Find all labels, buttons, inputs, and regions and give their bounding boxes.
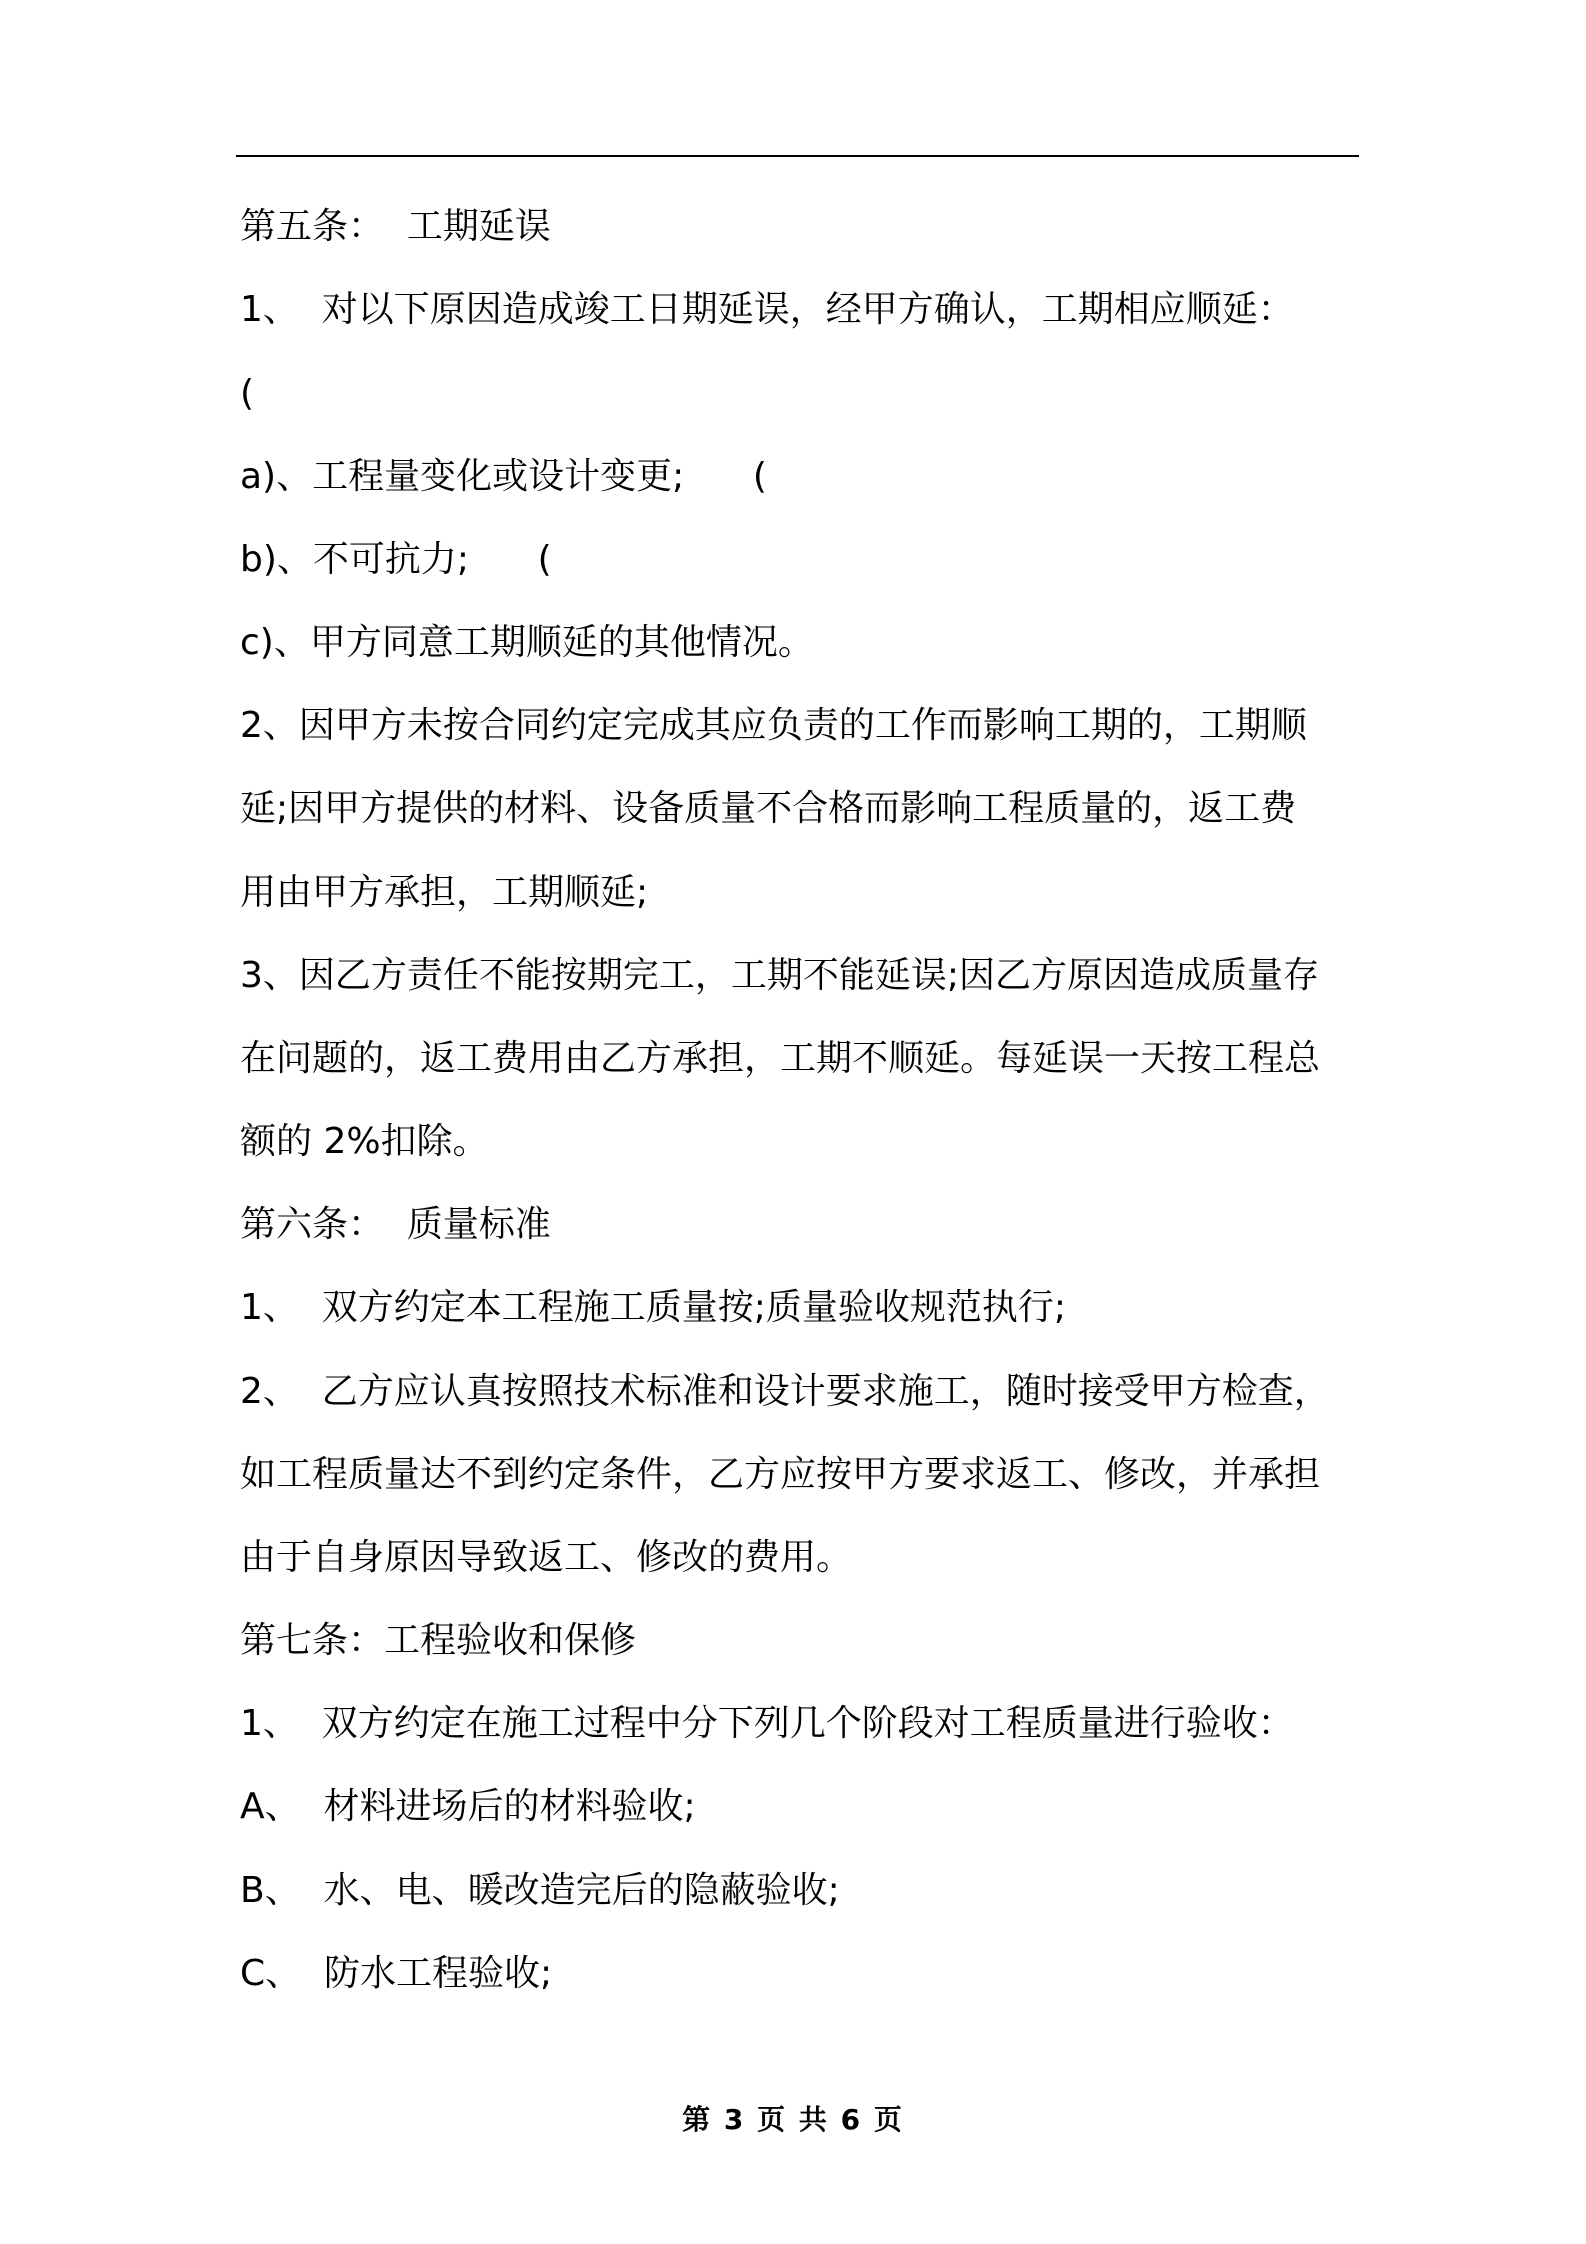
article-7-item-1: 1、 双方约定在施工过程中分下列几个阶段对工程质量进行验收： bbox=[240, 1703, 1294, 1744]
article-5-item-3-line-1: 3、因乙方责任不能按期完工，工期不能延误;因乙方原因造成质量存 bbox=[240, 955, 1320, 996]
article-5-item-c: c)、甲方同意工期顺延的其他情况。 bbox=[240, 622, 814, 663]
article-6-heading: 第六条： 质量标准 bbox=[240, 1204, 551, 1245]
article-6-item-2-line-1: 2、 乙方应认真按照技术标准和设计要求施工，随时接受甲方检查， bbox=[240, 1371, 1330, 1412]
article-6-item-2-line-2: 如工程质量达不到约定条件，乙方应按甲方要求返工、修改，并承担 bbox=[240, 1454, 1321, 1495]
article-5-item-2-line-3: 用由甲方承担，工期顺延; bbox=[240, 872, 649, 913]
article-7-heading: 第七条：工程验收和保修 bbox=[240, 1620, 637, 1661]
page-number: 第 3 页 共 6 页 bbox=[682, 2103, 904, 2136]
article-5-heading: 第五条： 工期延误 bbox=[240, 206, 551, 247]
article-5-item-2-line-1: 2、因甲方未按合同约定完成其应负责的工作而影响工期的，工期顺 bbox=[240, 705, 1307, 746]
article-5-item-a: a)、工程量变化或设计变更; ( bbox=[240, 456, 767, 497]
article-5-item-3-line-2: 在问题的，返工费用由乙方承担，工期不顺延。每延误一天按工程总 bbox=[240, 1038, 1321, 1079]
article-5-item-b: b)、不可抗力; ( bbox=[240, 539, 552, 580]
article-6-item-1: 1、 双方约定本工程施工质量按;质量验收规范执行; bbox=[240, 1287, 1067, 1328]
article-7-item-a: A、 材料进场后的材料验收; bbox=[240, 1786, 696, 1827]
article-7-item-c: C、 防水工程验收; bbox=[240, 1953, 553, 1994]
article-5-item-2-line-2: 延;因甲方提供的材料、设备质量不合格而影响工程质量的，返工费 bbox=[240, 788, 1297, 829]
article-7-item-b: B、 水、电、暖改造完后的隐蔽验收; bbox=[240, 1870, 840, 1911]
article-5-item-3-line-3: 额的 2%扣除。 bbox=[240, 1121, 489, 1162]
article-6-item-2-line-3: 由于自身原因导致返工、修改的费用。 bbox=[240, 1537, 853, 1578]
article-5-item-1: 1、 对以下原因造成竣工日期延误，经甲方确认，工期相应顺延： bbox=[240, 289, 1294, 330]
article-5-item-1-paren: ( bbox=[240, 373, 255, 414]
header-rule bbox=[236, 155, 1359, 157]
